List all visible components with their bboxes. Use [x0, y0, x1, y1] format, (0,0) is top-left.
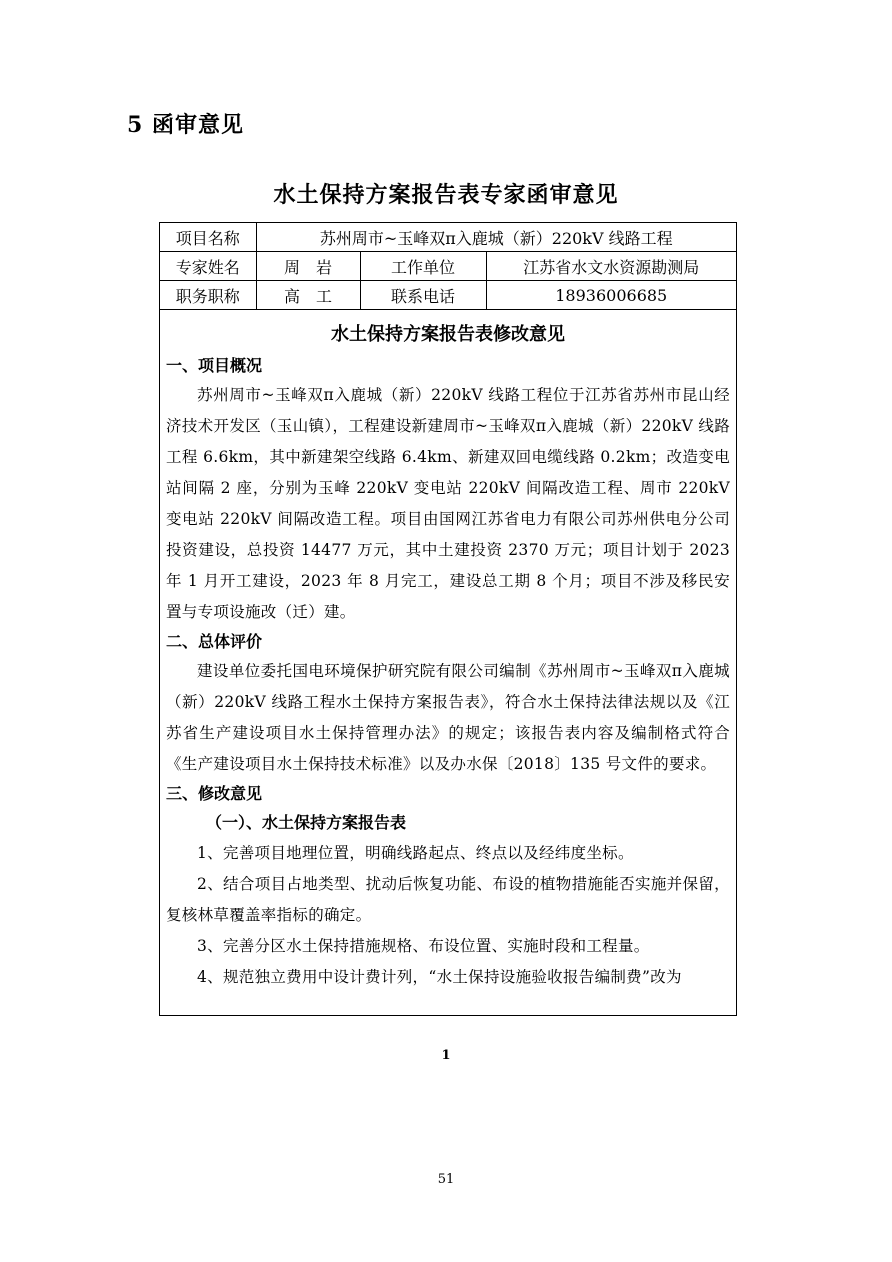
- page-mark: 1: [441, 1048, 451, 1063]
- revision-item: 1、完善项目地理位置，明确线路起点、终点以及经纬度坐标。: [197, 844, 634, 862]
- expert-name-value: 周 岩: [256, 252, 360, 281]
- job-title-value: 高 工: [256, 281, 360, 310]
- page-number: 51: [437, 1172, 455, 1187]
- expert-name-label: 专家姓名: [160, 252, 256, 281]
- revision-item: 2、结合项目占地类型、扰动后恢复功能、布设的植物措施能否实施并保留，复核林草覆盖率指标的确定。: [166, 875, 730, 924]
- phone-value: 18936006685: [486, 281, 736, 310]
- subsection-report-heading: （一）、水土保持方案报告表: [206, 813, 407, 832]
- job-title-label: 职务职称: [160, 281, 256, 310]
- project-name-label: 项目名称: [160, 223, 256, 252]
- info-table: [160, 223, 736, 310]
- work-unit-value: 江苏省水文水资源勘测局: [486, 252, 736, 281]
- title-row: [160, 281, 736, 310]
- work-unit-label: 工作单位: [360, 252, 486, 281]
- opinion-content: [160, 320, 736, 993]
- section-heading: 5 函审意见: [127, 112, 244, 138]
- section-overview-text: 苏州周市~玉峰双π入鹿城（新）220kV 线路工程位于江苏省苏州市昆山经济技术开发区（玉山镇），工程建设新建周市~玉峰双π入鹿城（新）220kV 线路工程 6.6km，其中新建架空线路 6.4km、新建双回电缆线路 0.2km；改造变电站间隔 2 座，分别为玉峰 220kV 变电站 220kV 间隔改造工程、周市 220kV 变电站 220kV 间隔改造工程。项目由国网江苏省电力有限公司苏州供电分公司投资建设，总投资 14477 万元，其中土建投资 2370 万元；项目计划于 2023 年 1 月开工建设，2023 年 8 月完工，建设总工期 8 个月；项目不涉及移民安置与专项设施改（迁）建。: [166, 386, 730, 621]
- opinion-title: 水土保持方案报告表修改意见: [331, 324, 565, 345]
- section-evaluation-heading: 二、总体评价: [166, 632, 263, 651]
- section-evaluation-text: 建设单位委托国电环境保护研究院有限公司编制《苏州周市~玉峰双π入鹿城（新）220kV 线路工程水土保持方案报告表》，符合水土保持法律法规以及《江苏省生产建设项目水土保持管理办法》的规定；该报告表内容及编制格式符合《生产建设项目水土保持技术标准》以及办水保〔2018〕135 号文件的要求。: [166, 662, 730, 773]
- revision-item: 4、规范独立费用中设计费计列，“水土保持设施验收报告编制费”改为: [197, 968, 682, 986]
- review-form: [159, 222, 737, 1016]
- project-row: [160, 223, 736, 252]
- section-overview-heading: 一、项目概况: [166, 356, 263, 375]
- phone-label: 联系电话: [360, 281, 486, 310]
- revision-item: 3、完善分区水土保持措施规格、布设位置、实施时段和工程量。: [197, 937, 650, 955]
- section-revision-heading: 三、修改意见: [166, 784, 263, 803]
- project-name-value: 苏州周市~玉峰双π入鹿城（新）220kV 线路工程: [256, 223, 736, 252]
- expert-row: [160, 252, 736, 281]
- document-title: 水土保持方案报告表专家函审意见: [273, 182, 619, 208]
